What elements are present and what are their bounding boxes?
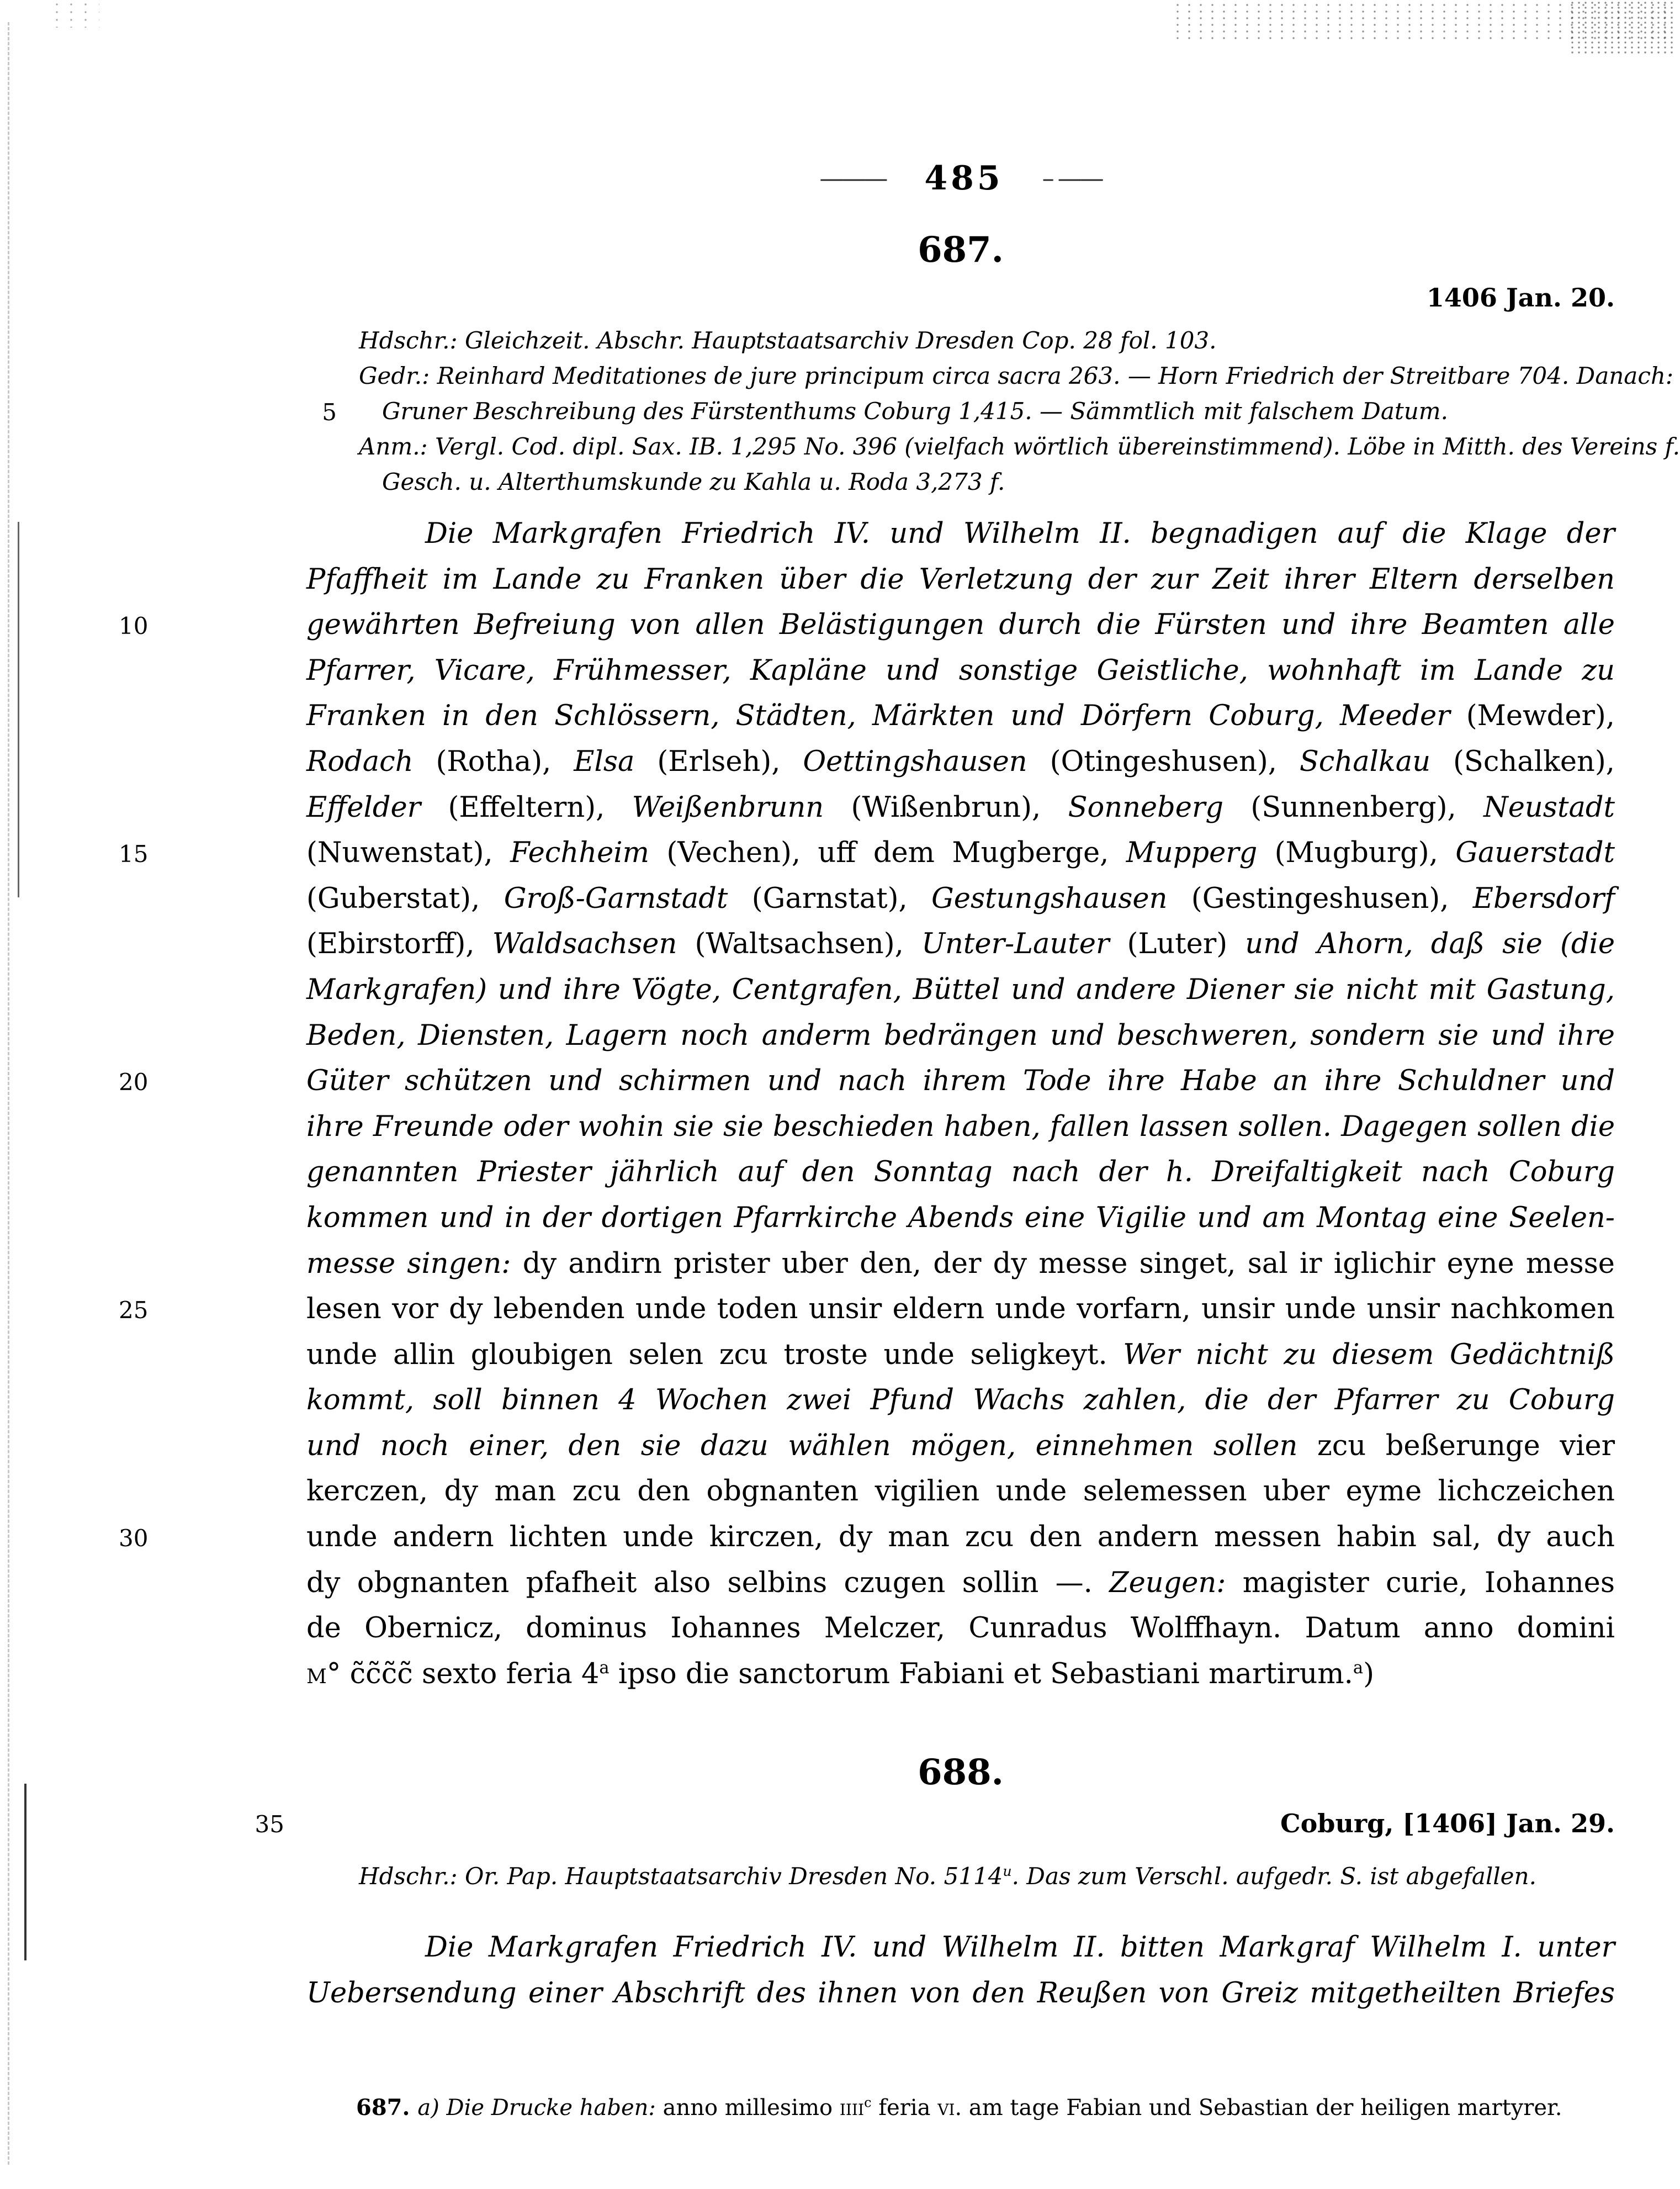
text-segment: Waldsachsen <box>492 928 695 961</box>
text-segment: Hdschr.: Or. Pap. Hauptstaatsarchiv Dresden No. 5114 <box>359 1863 1003 1890</box>
text-segment: zcu beßerunge vier <box>1317 1429 1615 1462</box>
text-segment: (Erlseh), <box>657 745 803 778</box>
margin-line-number: 5 <box>322 399 337 426</box>
text-segment: Schalkau <box>1299 745 1453 778</box>
text-line <box>306 1606 1615 1652</box>
text-segment: (Otingeshusen), <box>1050 745 1300 778</box>
text-line <box>359 323 1618 358</box>
text-segment: (Ebirstorff), <box>306 928 492 961</box>
text-segment: dy obgnanten pfafheit also selbins czugen sollin —. <box>306 1566 1110 1599</box>
text-segment: Gestungshausen <box>931 882 1191 915</box>
text-segment: Gruner Beschreibung des Fürstenthums Coburg 1,415. — Sämmtlich mit falschem Datum. <box>382 398 1448 425</box>
text-segment: und Ahorn, daß sie (die <box>1245 928 1615 961</box>
margin-line-number: 10 <box>119 612 149 640</box>
text-segment: Groß-Garnstadt <box>504 882 752 915</box>
text-segment: a <box>599 1658 610 1678</box>
text-segment: Fechheim <box>510 837 667 870</box>
text-segment: unde andern lichten unde kirczen, dy man zcu den andern messen habin sal, dy auch <box>306 1521 1615 1554</box>
margin-line-number: 25 <box>119 1297 149 1324</box>
text-line <box>306 1013 1615 1059</box>
text-segment: Weißenbrunn <box>632 791 851 824</box>
text-line <box>322 394 1618 429</box>
text-segment: a) Die Drucke haben: <box>417 2095 663 2121</box>
text-segment: (Rotha), <box>436 745 574 778</box>
text-segment: dy andirn prister uber den, der dy messe singet, sal ir iglichir eyne messe <box>522 1247 1615 1280</box>
text-segment: Zeugen: <box>1109 1566 1243 1599</box>
text-line <box>306 876 1615 922</box>
text-line <box>359 358 1674 394</box>
text-segment: (Garnstat), <box>751 882 932 915</box>
text-line <box>306 557 1615 603</box>
text-line <box>306 739 1615 785</box>
text-segment: Güter schützen und schirmen und nach ihrem Tode ihre Habe an ihre Schuldner und <box>306 1065 1615 1098</box>
text-line <box>306 511 1615 557</box>
text-line <box>119 1059 1615 1104</box>
text-segment: feria <box>871 2095 938 2121</box>
text-segment: m <box>306 1657 327 1690</box>
text-segment: (Luter) <box>1127 928 1246 961</box>
text-segment: (Mewder), <box>1466 700 1615 733</box>
text-line <box>119 1287 1615 1333</box>
text-line <box>306 1652 1615 1698</box>
text-line <box>306 1333 1615 1378</box>
text-segment: 687. <box>356 2095 418 2121</box>
text-segment: Elsa <box>574 745 658 778</box>
header-rule-left: ——— <box>819 164 886 193</box>
entry-687-date: 1406 Jan. 20. <box>1426 283 1615 313</box>
text-segment: Mupperg <box>1126 837 1275 870</box>
text-segment: . Das zum Verschl. aufgedr. S. ist abgefallen. <box>1011 1863 1536 1890</box>
text-segment: (Effeltern), <box>448 791 632 824</box>
text-segment: de Obernicz, dominus Iohannes Melczer, Cunradus Wolffhayn. Datum anno domini <box>306 1612 1615 1645</box>
text-segment: Sonneberg <box>1068 791 1251 824</box>
entry-687-number: 687. <box>918 229 1004 271</box>
text-segment: (Vechen), uff dem Mugberge, <box>666 837 1126 870</box>
text-segment: (Nuwenstat), <box>306 837 511 870</box>
text-line <box>306 1561 1615 1606</box>
text-line <box>306 785 1615 831</box>
text-segment: Anm.: Vergl. Cod. dipl. Sax. IB. 1,295 No. 396 (vielfach wörtlich übereinstimmend). Löbe in Mitth. des Vereins f. <box>359 433 1680 460</box>
header-rule-right: – —— <box>1042 164 1102 193</box>
entry-688-number: 688. <box>918 1752 1004 1793</box>
text-segment: . am tage Fabian und Sebastian der heiligen martyrer. <box>955 2095 1562 2121</box>
text-segment: Die Markgrafen Friedrich IV. und Wilhelm II. begnadigen auf die Klage der <box>425 517 1615 550</box>
text-segment: vi <box>937 2095 955 2121</box>
text-segment: Pfaffheit im Lande zu Franken über die Verletzung der zur Zeit ihrer Eltern derselben <box>306 563 1615 596</box>
text-line <box>255 1807 1615 1840</box>
text-segment: (Schalken), <box>1453 745 1615 778</box>
text-line <box>306 1971 1615 2017</box>
text-segment: anno millesimo <box>663 2095 840 2121</box>
text-line <box>356 2092 1620 2124</box>
text-segment: Hdschr.: Gleichzeit. Abschr. Hauptstaatsarchiv Dresden Cop. 28 fol. 103. <box>359 327 1217 354</box>
text-segment: ) <box>1363 1657 1375 1690</box>
text-line <box>306 1378 1615 1424</box>
entry-687-references <box>322 323 1680 500</box>
text-segment: iiii <box>839 2095 865 2121</box>
margin-line-number: 15 <box>119 840 149 868</box>
text-line <box>119 602 1615 648</box>
text-segment: (Wißenbrun), <box>851 791 1068 824</box>
text-segment: u <box>1003 1863 1012 1879</box>
text-line <box>359 464 1618 500</box>
margin-line-number: 20 <box>119 1069 149 1096</box>
text-segment: lesen vor dy lebenden unde toden unsir eldern unde vorfarn, unsir unde unsir nachkomen <box>306 1293 1615 1326</box>
text-segment: (Guberstat), <box>306 882 504 915</box>
text-segment: Franken in den Schlössern, Städten, Märkten und Dörfern Coburg, Meeder <box>306 700 1466 733</box>
text-segment: kommt, soll binnen 4 Wochen zwei Pfund Wachs zahlen, die der Pfarrer zu Coburg <box>306 1384 1615 1417</box>
text-segment: Uebersendung einer Abschrift des ihnen von den Reußen von Greiz mitgetheilten Briefes <box>306 1976 1615 2010</box>
text-line <box>359 429 1680 464</box>
text-segment: (Mugburg), <box>1274 837 1456 870</box>
text-line <box>119 831 1615 876</box>
scan-noise <box>55 3 99 28</box>
text-segment: c <box>864 2095 872 2111</box>
margin-line-number: 35 <box>255 1811 284 1838</box>
entry-688-dateline <box>255 1807 1615 1840</box>
text-line <box>306 967 1615 1013</box>
text-segment: Rodach <box>306 745 436 778</box>
page-header <box>306 159 1615 198</box>
scan-edge-line <box>18 522 19 897</box>
text-line <box>306 1424 1615 1469</box>
text-segment: (Sunnenberg), <box>1250 791 1484 824</box>
text-segment: Unter-Lauter <box>921 928 1127 961</box>
text-line <box>306 1925 1615 1971</box>
entry-688-references <box>359 1859 1618 1894</box>
text-segment: und noch einer, den sie dazu wählen mögen, einnehmen sollen <box>306 1429 1317 1462</box>
text-line <box>306 1241 1615 1287</box>
text-segment: genannten Priester jährlich auf den Sonntag nach der h. Dreifaltigkeit nach Coburg <box>306 1156 1615 1189</box>
text-line <box>306 922 1615 967</box>
text-segment: Beden, Diensten, Lagern noch anderm bedrängen und beschweren, sondern sie und ihre <box>306 1019 1615 1052</box>
text-segment: kommen und in der dortigen Pfarrkirche Abends eine Vigilie und am Montag eine Seelen- <box>306 1201 1615 1234</box>
scan-edge-line <box>8 22 9 2165</box>
text-segment: (Waltsachsen), <box>695 928 922 961</box>
text-segment: a <box>1353 1658 1364 1678</box>
text-line <box>306 694 1615 739</box>
text-line <box>306 1469 1615 1515</box>
text-segment: Gedr.: Reinhard Meditationes de jure principum circa sacra 263. — Horn Friedrich der Streitbare 704. Danach: <box>359 362 1674 389</box>
text-line <box>359 1859 1618 1894</box>
text-segment: unde allin gloubigen selen zcu troste unde seligkeyt. <box>306 1338 1123 1371</box>
text-segment: ihre Freunde oder wohin sie sie beschieden haben, fallen lassen sollen. Dagegen sollen die <box>306 1110 1615 1143</box>
text-line <box>306 1104 1615 1150</box>
text-segment: ° c̃c̃c̃c̃ sexto feria 4 <box>326 1657 600 1690</box>
entry-688-body <box>306 1925 1615 2016</box>
text-segment: Markgrafen) und ihre Vögte, Centgrafen, Büttel und andere Diener sie nicht mit Gastung, <box>306 973 1615 1006</box>
text-segment: kerczen, dy man zcu den obgnanten vigilien unde selemessen uber eyme lichczeichen <box>306 1475 1615 1508</box>
text-segment: Ebersdorf <box>1472 882 1615 915</box>
text-segment: gewährten Befreiung von allen Belästigungen durch die Fürsten und ihre Beamten alle <box>306 609 1615 642</box>
text-line <box>306 648 1615 694</box>
entry-687-body <box>119 511 1615 1697</box>
text-line <box>306 1196 1615 1241</box>
text-segment: Neustadt <box>1483 791 1615 824</box>
text-segment: magister curie, Iohannes <box>1242 1566 1615 1599</box>
scan-noise <box>1571 1 1676 56</box>
text-segment: Effelder <box>306 791 448 824</box>
page-number: 485 <box>924 159 1004 198</box>
margin-line-number: 30 <box>119 1525 149 1552</box>
text-segment: messe singen: <box>306 1247 523 1280</box>
footnote-687a <box>356 2092 1620 2124</box>
text-segment: Wer nicht zu diesem Gedächtniß <box>1123 1338 1615 1371</box>
text-segment: Gauerstadt <box>1455 837 1615 870</box>
text-line <box>119 1515 1615 1561</box>
text-segment: (Gestingeshusen), <box>1191 882 1473 915</box>
scan-edge-line <box>24 1784 27 1960</box>
text-segment: Coburg, [1406] Jan. 29. <box>1280 1809 1615 1838</box>
text-segment: ipso die sanctorum Fabiani et Sebastiani martirum. <box>609 1657 1353 1690</box>
text-segment: Die Markgrafen Friedrich IV. und Wilhelm II. bitten Markgraf Wilhelm I. unter <box>425 1931 1615 1964</box>
text-segment: Oettingshausen <box>803 745 1050 778</box>
text-line <box>306 1150 1615 1196</box>
text-segment: Gesch. u. Alterthumskunde zu Kahla u. Roda 3,273 f. <box>382 468 1005 495</box>
text-segment: Pfarrer, Vicare, Frühmesser, Kapläne und sonstige Geistliche, wohnhaft im Lande zu <box>306 654 1615 687</box>
